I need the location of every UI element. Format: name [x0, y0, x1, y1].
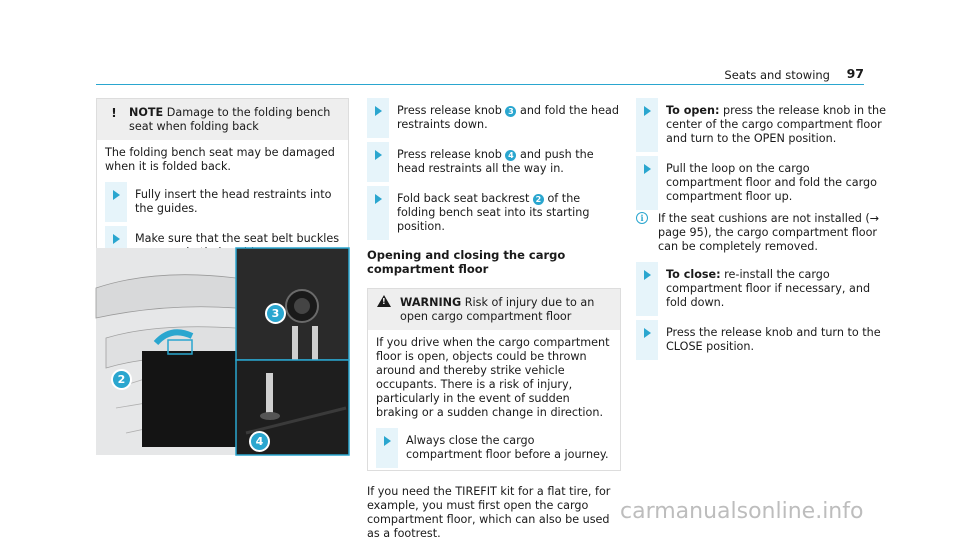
step-item	[636, 326, 886, 354]
warning-triangle-icon	[377, 295, 391, 307]
step-item	[367, 192, 621, 234]
callout-ref-4: 4	[505, 150, 516, 161]
note-header	[97, 99, 348, 140]
step-arrow-icon	[636, 156, 658, 210]
warning-header	[368, 289, 620, 330]
step-item	[376, 434, 612, 462]
step-text: Press release knob	[397, 148, 506, 161]
column-1	[96, 98, 349, 269]
open-label: To open:	[666, 104, 720, 117]
seat-drawing-icon	[96, 248, 349, 455]
step-text: Fold back seat backrest	[397, 192, 533, 205]
step-text: re-install the cargo compartment floor if necessary, and fold down.	[666, 268, 871, 309]
step-item	[636, 162, 886, 204]
callout-ref-3: 3	[505, 106, 516, 117]
step-arrow-icon	[367, 98, 389, 138]
header-section-title: Seats and stowing	[724, 68, 830, 82]
note-box	[96, 98, 349, 269]
callout-ref-2: 2	[533, 194, 544, 205]
step-arrow-icon	[636, 320, 658, 360]
exclamation-icon: !	[111, 106, 117, 120]
warning-box	[367, 288, 621, 471]
step-item	[636, 104, 886, 146]
watermark: carmanualsonline.info	[620, 499, 864, 524]
step-text: Press the release knob and turn to the CLOSE position.	[666, 326, 881, 353]
step-arrow-icon	[105, 182, 127, 222]
step-text: Make sure that the seat belt buckles	[135, 232, 340, 245]
step-arrow-icon	[367, 186, 389, 240]
info-text: ), the cargo compartment floor can be completely removed.	[658, 226, 878, 253]
warning-label: WARNING	[400, 296, 462, 309]
step-text: and push the head restraints all the way in.	[397, 148, 594, 175]
step-text: Always close the cargo compartment floor before a journey.	[406, 434, 609, 461]
callout-3: 3	[265, 303, 286, 324]
note-label: NOTE	[129, 106, 164, 119]
callout-2: 2	[111, 369, 132, 390]
seat-illustration	[96, 248, 349, 455]
step-arrow-icon	[367, 142, 389, 182]
step-item	[636, 268, 886, 310]
page-number: 97	[846, 66, 864, 81]
paragraph: If you need the TIREFIT kit for a flat tire, for example, you must first open the cargo compartment floor, which can also be used as a footrest.	[367, 485, 611, 540]
info-text: If the seat cushions are not installed (	[658, 212, 870, 225]
column-3	[636, 98, 886, 354]
page-reference-link[interactable]: → page 95	[658, 212, 880, 239]
step-text: and fold the head restraints down.	[397, 104, 619, 131]
close-label: To close:	[666, 268, 721, 281]
warning-title: Risk of injury due to an open cargo compartment floor	[400, 296, 595, 323]
step-arrow-icon	[636, 262, 658, 316]
warning-text: If you drive when the cargo compartment floor is open, objects could be thrown around and thereby strike vehicle occupants. There is a risk of injury, particularly in the event of sudden braking or a sudden change in direction.	[376, 336, 610, 419]
step-text: press the release knob in the center of the cargo compartment floor and turn to the OPEN position.	[666, 104, 887, 145]
step-text: of the folding bench seat into its starting position.	[397, 192, 590, 233]
step-arrow-icon	[376, 428, 398, 468]
step-item	[367, 148, 621, 176]
warning-body	[368, 330, 620, 470]
step-arrow-icon	[636, 98, 658, 152]
note-title: Damage to the folding bench seat when folding back	[129, 106, 331, 133]
header-rule	[96, 84, 864, 85]
info-note	[636, 212, 886, 254]
info-icon: i	[636, 212, 648, 224]
step-item	[105, 188, 340, 216]
step-text: Pull the loop on the cargo compartment floor and fold the cargo compartment floor up.	[666, 162, 877, 203]
callout-4: 4	[249, 431, 270, 452]
section-heading: Opening and closing the cargo compartment floor	[367, 248, 566, 276]
step-text: Press release knob	[397, 104, 506, 117]
note-text: The folding bench seat may be damaged when it is folded back.	[105, 146, 335, 173]
step-text: Fully insert the head restraints into the guides.	[135, 188, 332, 215]
step-item	[367, 104, 621, 132]
column-2	[367, 98, 621, 541]
